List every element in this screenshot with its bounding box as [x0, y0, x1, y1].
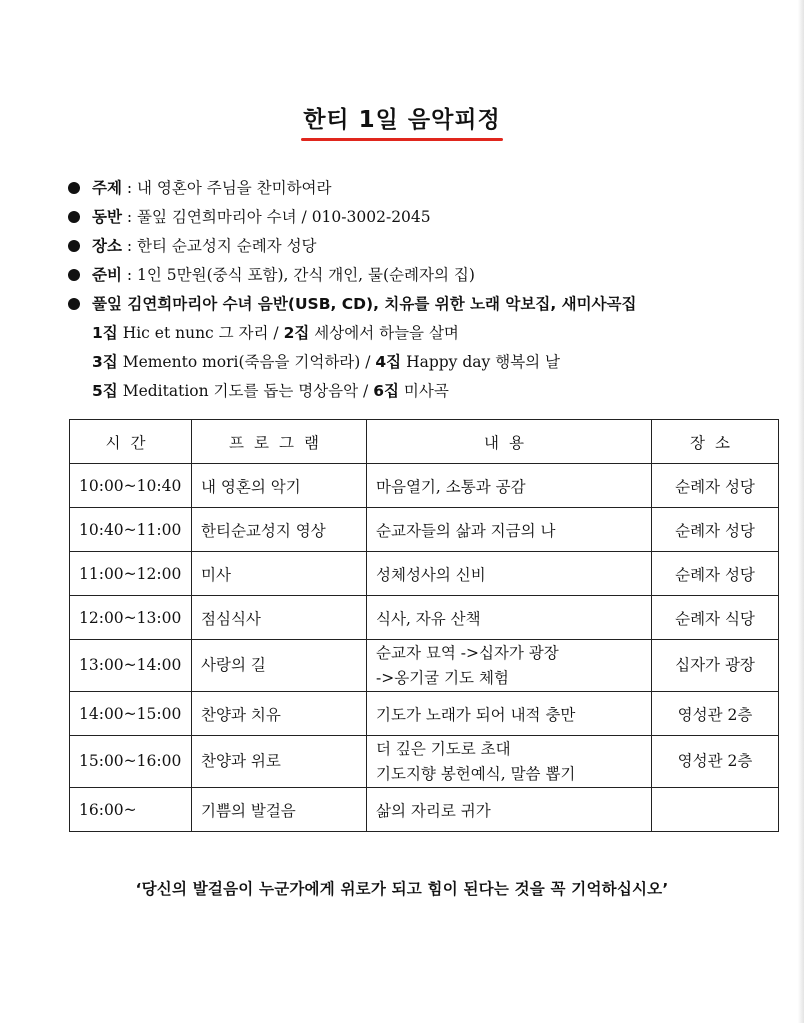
table-row [70, 736, 779, 788]
cell-content [367, 640, 652, 692]
album-line-3 [68, 377, 768, 406]
closing-quote: ‘당신의 발걸음이 누군가에게 위로가 되고 힘이 된다는 것을 꼭 기억하십시오’ [135, 880, 669, 898]
table-row [70, 596, 779, 640]
header-program: 프로그램 [192, 420, 367, 464]
cell-time: 10:40~11:00 [70, 508, 192, 552]
info-list [68, 174, 768, 406]
cell-time: 13:00~14:00 [70, 640, 192, 692]
bullet-icon [68, 182, 80, 194]
page-edge-shadow [798, 0, 804, 1023]
info-label: 준비 [92, 266, 122, 284]
header-time: 시간 [70, 420, 192, 464]
cell-content: 마음열기, 소통과 공감 [367, 464, 652, 508]
album-line-2 [68, 348, 768, 377]
info-row-preparation [68, 261, 768, 290]
cell-place: 순례자 성당 [652, 464, 779, 508]
cell-place [652, 788, 779, 832]
info-label: 주제 [92, 179, 122, 197]
cell-content: 성체성사의 신비 [367, 552, 652, 596]
document-title-text: 한티 1일 음악피정 [303, 107, 501, 133]
cell-program: 찬양과 치유 [192, 692, 367, 736]
table-row [70, 464, 779, 508]
info-row-location [68, 232, 768, 261]
album-number: 3집 [92, 353, 118, 371]
table-row [70, 788, 779, 832]
cell-time: 11:00~12:00 [70, 552, 192, 596]
info-text: : 풀잎 김연희마리아 수녀 / 010-3002-2045 [121, 208, 431, 226]
content-line: 순교자 묘역 ->십자가 광장 [376, 643, 559, 662]
cell-content: 기도가 노래가 되어 내적 충만 [367, 692, 652, 736]
album-title: Hic et nunc 그 자리 / [117, 324, 284, 342]
content-line: 기도지향 봉헌예식, 말씀 뽑기 [376, 764, 576, 783]
header-content: 내용 [367, 420, 652, 464]
album-number: 1집 [92, 324, 118, 342]
cell-time: 14:00~15:00 [70, 692, 192, 736]
album-line-1 [68, 319, 768, 348]
album-number: 2집 [283, 324, 310, 342]
album-title: Happy day 행복의 날 [401, 353, 561, 371]
info-text: : 1인 5만원(중식 포함), 간식 개인, 물(순례자의 집) [121, 266, 475, 284]
album-number: 6집 [373, 382, 399, 400]
document-title [301, 106, 503, 137]
title-area [0, 106, 804, 137]
cell-content: 식사, 자유 산책 [367, 596, 652, 640]
info-label: 동반 [92, 208, 122, 226]
table-row [70, 692, 779, 736]
cell-program: 기쁨의 발걸음 [192, 788, 367, 832]
info-row-subject [68, 174, 768, 203]
bullet-icon [68, 269, 80, 281]
album-number: 5집 [92, 382, 118, 400]
header-place: 장소 [652, 420, 779, 464]
cell-content: 삶의 자리로 귀가 [367, 788, 652, 832]
info-text: : 내 영혼아 주님을 찬미하여라 [121, 179, 332, 197]
info-row-albums [68, 290, 768, 319]
album-title: Memento mori(죽음을 기억하라) / [117, 353, 376, 371]
cell-content: 순교자들의 삶과 지금의 나 [367, 508, 652, 552]
cell-program: 미사 [192, 552, 367, 596]
cell-place: 영성관 2층 [652, 692, 779, 736]
album-title: 미사곡 [398, 382, 449, 400]
cell-place: 순례자 성당 [652, 508, 779, 552]
cell-place: 십자가 광장 [652, 640, 779, 692]
title-underline [301, 138, 503, 141]
content-line: ->옹기굴 기도 체험 [376, 668, 509, 687]
cell-time: 15:00~16:00 [70, 736, 192, 788]
schedule-header-row [70, 420, 779, 464]
cell-time: 10:00~10:40 [70, 464, 192, 508]
bullet-icon [68, 240, 80, 252]
cell-content [367, 736, 652, 788]
cell-program: 찬양과 위로 [192, 736, 367, 788]
cell-place: 순례자 성당 [652, 552, 779, 596]
cell-place: 영성관 2층 [652, 736, 779, 788]
cell-program: 내 영혼의 악기 [192, 464, 367, 508]
table-row [70, 640, 779, 692]
content-line: 더 깊은 기도로 초대 [376, 739, 511, 758]
cell-time: 12:00~13:00 [70, 596, 192, 640]
bullet-icon [68, 298, 80, 310]
album-heading: 풀잎 김연희마리아 수녀 음반(USB, CD), 치유를 위한 노래 악보집, 새미사곡집 [92, 295, 637, 313]
album-title: 세상에서 하늘을 살며 [309, 324, 459, 342]
album-number: 4집 [375, 353, 402, 371]
cell-place: 순례자 식당 [652, 596, 779, 640]
cell-program: 한티순교성지 영상 [192, 508, 367, 552]
info-text: : 한티 순교성지 순례자 성당 [121, 237, 317, 255]
info-label: 장소 [92, 237, 122, 255]
table-row [70, 552, 779, 596]
album-title: Meditation 기도를 돕는 명상음악 / [117, 382, 374, 400]
schedule-table [69, 419, 779, 832]
table-row [70, 508, 779, 552]
cell-program: 사랑의 길 [192, 640, 367, 692]
cell-program: 점심식사 [192, 596, 367, 640]
info-row-companion [68, 203, 768, 232]
cell-time: 16:00~ [70, 788, 192, 832]
bullet-icon [68, 211, 80, 223]
